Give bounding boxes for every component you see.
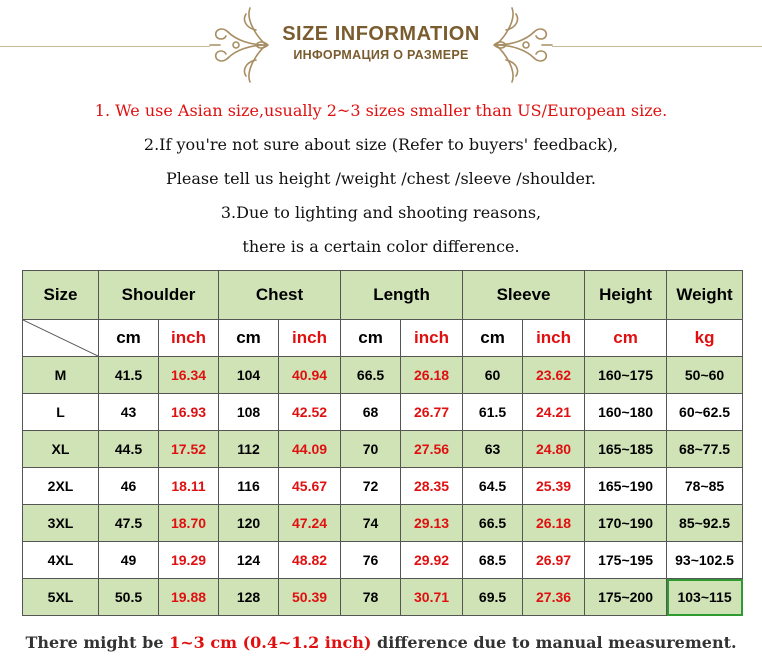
- unit-cell: inch: [401, 320, 463, 357]
- banner-title-ru: ИНФОРМАЦИЯ О РАЗМЕРЕ: [293, 48, 469, 62]
- table-cell: 61.5: [463, 394, 523, 431]
- table-cell: 42.52: [279, 394, 341, 431]
- measurement-footer: [0, 633, 762, 652]
- banner-title-en: SIZE INFORMATION: [282, 23, 480, 45]
- table-cell: 23.62: [523, 357, 585, 394]
- table-row: [23, 579, 743, 616]
- header-sleeve: Sleeve: [463, 271, 585, 320]
- note-1: 1. We use Asian size,usually 2~3 sizes smaller than US/European size.: [94, 101, 668, 120]
- unit-cell: inch: [279, 320, 341, 357]
- size-label-cell: XL: [23, 431, 99, 468]
- table-cell: 165~185: [585, 431, 667, 468]
- table-row: [23, 468, 743, 505]
- table-row: [23, 542, 743, 579]
- table-row: [23, 431, 743, 468]
- banner-line-right: [552, 46, 762, 47]
- table-cell: 46: [99, 468, 159, 505]
- table-cell: 160~180: [585, 394, 667, 431]
- table-cell: 175~200: [585, 579, 667, 616]
- size-label-cell: L: [23, 394, 99, 431]
- table-cell: 78~85: [667, 468, 743, 505]
- table-row: [23, 394, 743, 431]
- table-header-row: [23, 271, 743, 320]
- table-cell: 116: [219, 468, 279, 505]
- table-cell: 19.29: [159, 542, 219, 579]
- table-cell: 68.5: [463, 542, 523, 579]
- size-label-cell: 3XL: [23, 505, 99, 542]
- table-cell: 26.77: [401, 394, 463, 431]
- note-4: 3.Due to lighting and shooting reasons,: [220, 203, 542, 222]
- table-cell: 29.13: [401, 505, 463, 542]
- table-cell: 41.5: [99, 357, 159, 394]
- table-cell: 18.70: [159, 505, 219, 542]
- table-cell: 68: [341, 394, 401, 431]
- table-cell: 16.93: [159, 394, 219, 431]
- table-cell: 16.34: [159, 357, 219, 394]
- table-cell: 60: [463, 357, 523, 394]
- table-cell: 50.39: [279, 579, 341, 616]
- size-label-cell: 2XL: [23, 468, 99, 505]
- table-cell: 44.5: [99, 431, 159, 468]
- ornament-left-icon: [206, 4, 272, 86]
- unit-cell: cm: [341, 320, 401, 357]
- table-cell: 76: [341, 542, 401, 579]
- table-cell: 103~115: [667, 579, 743, 616]
- table-cell: 64.5: [463, 468, 523, 505]
- unit-cell: inch: [523, 320, 585, 357]
- table-cell: 25.39: [523, 468, 585, 505]
- table-cell: 74: [341, 505, 401, 542]
- table-row: [23, 505, 743, 542]
- table-cell: 47.24: [279, 505, 341, 542]
- table-cell: 24.21: [523, 394, 585, 431]
- table-cell: 72: [341, 468, 401, 505]
- table-cell: 40.94: [279, 357, 341, 394]
- unit-cell: cm: [463, 320, 523, 357]
- table-cell: 128: [219, 579, 279, 616]
- table-cell: 165~190: [585, 468, 667, 505]
- table-cell: 93~102.5: [667, 542, 743, 579]
- table-cell: 120: [219, 505, 279, 542]
- size-table: [22, 270, 743, 616]
- ornament-right-icon: [490, 4, 556, 86]
- table-cell: 66.5: [341, 357, 401, 394]
- table-cell: 85~92.5: [667, 505, 743, 542]
- table-cell: 112: [219, 431, 279, 468]
- table-cell: 66.5: [463, 505, 523, 542]
- table-cell: 17.52: [159, 431, 219, 468]
- unit-cell: inch: [159, 320, 219, 357]
- unit-cell: cm: [99, 320, 159, 357]
- size-label-cell: 5XL: [23, 579, 99, 616]
- table-cell: 50.5: [99, 579, 159, 616]
- table-cell: 60~62.5: [667, 394, 743, 431]
- footer-highlight: 1~3 cm (0.4~1.2 inch): [169, 633, 372, 652]
- table-cell: 43: [99, 394, 159, 431]
- header-size: Size: [23, 271, 99, 320]
- footer-prefix: There might be: [25, 633, 170, 652]
- table-cell: 78: [341, 579, 401, 616]
- table-cell: 28.35: [401, 468, 463, 505]
- table-cell: 26.18: [523, 505, 585, 542]
- diagonal-cell: [23, 320, 99, 357]
- table-cell: 45.67: [279, 468, 341, 505]
- table-cell: 50~60: [667, 357, 743, 394]
- header-shoulder: Shoulder: [99, 271, 219, 320]
- unit-cell: cm: [585, 320, 667, 357]
- note-5: there is a certain color difference.: [242, 237, 520, 256]
- table-cell: 70: [341, 431, 401, 468]
- table-units-row: [23, 320, 743, 357]
- size-info-banner: [0, 0, 762, 90]
- table-cell: 69.5: [463, 579, 523, 616]
- table-cell: 27.36: [523, 579, 585, 616]
- header-height: Height: [585, 271, 667, 320]
- diagonal-line-icon: [23, 320, 98, 356]
- table-cell: 24.80: [523, 431, 585, 468]
- header-chest: Chest: [219, 271, 341, 320]
- table-row: [23, 357, 743, 394]
- table-cell: 160~175: [585, 357, 667, 394]
- table-cell: 27.56: [401, 431, 463, 468]
- note-2: 2.If you're not sure about size (Refer to buyers' feedback),: [143, 135, 619, 154]
- table-cell: 108: [219, 394, 279, 431]
- table-cell: 48.82: [279, 542, 341, 579]
- table-cell: 47.5: [99, 505, 159, 542]
- banner-line-left: [0, 46, 210, 47]
- table-cell: 30.71: [401, 579, 463, 616]
- table-cell: 44.09: [279, 431, 341, 468]
- unit-cell: kg: [667, 320, 743, 357]
- table-cell: 26.18: [401, 357, 463, 394]
- table-cell: 29.92: [401, 542, 463, 579]
- header-length: Length: [341, 271, 463, 320]
- table-cell: 170~190: [585, 505, 667, 542]
- table-cell: 68~77.5: [667, 431, 743, 468]
- table-cell: 49: [99, 542, 159, 579]
- unit-cell: cm: [219, 320, 279, 357]
- size-label-cell: M: [23, 357, 99, 394]
- table-cell: 26.97: [523, 542, 585, 579]
- size-label-cell: 4XL: [23, 542, 99, 579]
- note-3: Please tell us height /weight /chest /sleeve /shoulder.: [166, 169, 596, 188]
- header-weight: Weight: [667, 271, 743, 320]
- table-cell: 104: [219, 357, 279, 394]
- table-cell: 175~195: [585, 542, 667, 579]
- table-cell: 19.88: [159, 579, 219, 616]
- table-cell: 124: [219, 542, 279, 579]
- footer-suffix: difference due to manual measurement.: [371, 633, 737, 652]
- table-cell: 63: [463, 431, 523, 468]
- table-cell: 18.11: [159, 468, 219, 505]
- banner-title: [270, 22, 492, 63]
